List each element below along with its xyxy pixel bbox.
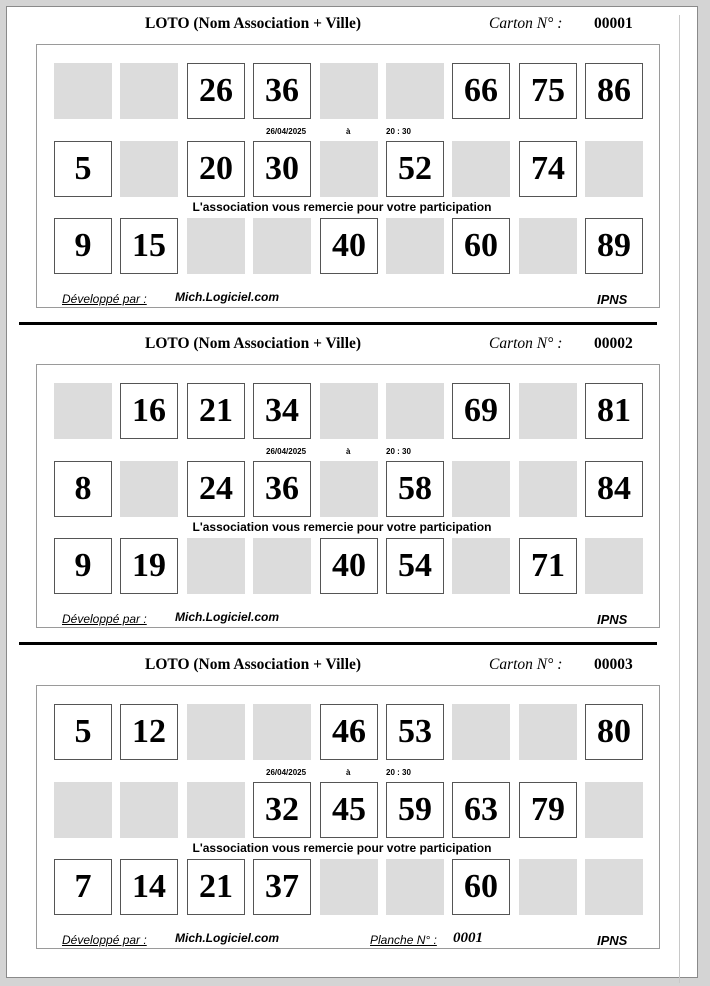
- empty-cell: [452, 141, 510, 197]
- number-cell: 60: [452, 218, 510, 274]
- event-time: 20 : 30: [386, 127, 411, 136]
- number-cell: 8: [54, 461, 112, 517]
- number-cell: 53: [386, 704, 444, 760]
- number-cell: 52: [386, 141, 444, 197]
- number-cell: 58: [386, 461, 444, 517]
- empty-cell: [386, 859, 444, 915]
- number-cell: 75: [519, 63, 577, 119]
- event-date: 26/04/2025: [266, 768, 307, 777]
- number-cell: 26: [187, 63, 245, 119]
- carton-label: Carton N° :: [489, 656, 563, 673]
- number-cell: 30: [253, 141, 311, 197]
- empty-cell: [519, 383, 577, 439]
- number-cell: 7: [54, 859, 112, 915]
- empty-cell: [253, 218, 311, 274]
- empty-cell: [452, 538, 510, 594]
- empty-cell: [519, 859, 577, 915]
- empty-cell: [386, 63, 444, 119]
- thanks-message: L'association vous remercie pour votre participation: [192, 520, 492, 534]
- card-separator-line: [19, 642, 657, 645]
- number-cell: 59: [386, 782, 444, 838]
- empty-cell: [452, 461, 510, 517]
- empty-cell: [320, 63, 378, 119]
- number-cell: 12: [120, 704, 178, 760]
- empty-cell: [585, 859, 643, 915]
- card-title: LOTO (Nom Association + Ville): [145, 656, 362, 673]
- developer-name: Mich.Logiciel.com: [175, 931, 280, 945]
- developer-name: Mich.Logiciel.com: [175, 610, 280, 624]
- number-cell: 5: [54, 141, 112, 197]
- developer-label: Développé par :: [62, 933, 147, 947]
- number-cell: 9: [54, 538, 112, 594]
- empty-cell: [386, 218, 444, 274]
- empty-cell: [320, 141, 378, 197]
- empty-cell: [320, 383, 378, 439]
- empty-cell: [585, 141, 643, 197]
- number-cell: 21: [187, 383, 245, 439]
- empty-cell: [452, 704, 510, 760]
- empty-cell: [120, 141, 178, 197]
- empty-cell: [320, 461, 378, 517]
- empty-cell: [120, 461, 178, 517]
- number-cell: 37: [253, 859, 311, 915]
- number-cell: 80: [585, 704, 643, 760]
- number-cell: 14: [120, 859, 178, 915]
- empty-cell: [187, 704, 245, 760]
- loto-card: [7, 15, 677, 325]
- number-cell: 69: [452, 383, 510, 439]
- card-separator-line: [19, 322, 657, 325]
- empty-cell: [54, 63, 112, 119]
- empty-cell: [585, 538, 643, 594]
- thanks-message: L'association vous remercie pour votre participation: [192, 200, 492, 214]
- empty-cell: [187, 538, 245, 594]
- number-cell: 5: [54, 704, 112, 760]
- empty-cell: [187, 782, 245, 838]
- card-title: LOTO (Nom Association + Ville): [145, 335, 362, 352]
- empty-cell: [120, 63, 178, 119]
- number-cell: 54: [386, 538, 444, 594]
- number-cell: 71: [519, 538, 577, 594]
- number-cell: 40: [320, 218, 378, 274]
- number-cell: 84: [585, 461, 643, 517]
- number-cell: 46: [320, 704, 378, 760]
- ipns-label: IPNS: [597, 612, 628, 627]
- empty-cell: [54, 782, 112, 838]
- date-separator: à: [346, 447, 351, 456]
- number-cell: 45: [320, 782, 378, 838]
- event-date: 26/04/2025: [266, 127, 307, 136]
- developer-label: Développé par :: [62, 292, 147, 306]
- empty-cell: [585, 782, 643, 838]
- developer-name: Mich.Logiciel.com: [175, 290, 280, 304]
- number-cell: 24: [187, 461, 245, 517]
- empty-cell: [253, 538, 311, 594]
- number-cell: 9: [54, 218, 112, 274]
- number-cell: 36: [253, 461, 311, 517]
- carton-label: Carton N° :: [489, 335, 563, 352]
- ipns-label: IPNS: [597, 933, 628, 948]
- number-cell: 66: [452, 63, 510, 119]
- loto-card: [7, 335, 677, 645]
- number-cell: 60: [452, 859, 510, 915]
- empty-cell: [120, 782, 178, 838]
- empty-cell: [519, 218, 577, 274]
- date-separator: à: [346, 127, 351, 136]
- number-cell: 32: [253, 782, 311, 838]
- ipns-label: IPNS: [597, 292, 628, 307]
- loto-card: [7, 656, 677, 966]
- planche-label: Planche N° :: [370, 933, 437, 947]
- developer-label: Développé par :: [62, 612, 147, 626]
- carton-label: Carton N° :: [489, 15, 563, 32]
- number-cell: 36: [253, 63, 311, 119]
- number-cell: 19: [120, 538, 178, 594]
- number-cell: 20: [187, 141, 245, 197]
- empty-cell: [386, 383, 444, 439]
- number-cell: 79: [519, 782, 577, 838]
- carton-number: 00002: [594, 335, 633, 352]
- event-time: 20 : 30: [386, 768, 411, 777]
- number-cell: 63: [452, 782, 510, 838]
- thanks-message: L'association vous remercie pour votre participation: [192, 841, 492, 855]
- empty-cell: [320, 859, 378, 915]
- number-cell: 16: [120, 383, 178, 439]
- date-separator: à: [346, 768, 351, 777]
- document-page: [6, 6, 698, 978]
- number-cell: 34: [253, 383, 311, 439]
- card-title: LOTO (Nom Association + Ville): [145, 15, 362, 32]
- planche-number: 0001: [453, 930, 483, 946]
- event-time: 20 : 30: [386, 447, 411, 456]
- empty-cell: [519, 704, 577, 760]
- number-cell: 86: [585, 63, 643, 119]
- empty-cell: [187, 218, 245, 274]
- carton-number: 00001: [594, 15, 633, 32]
- page-edge-line: [679, 15, 680, 983]
- number-cell: 89: [585, 218, 643, 274]
- empty-cell: [519, 461, 577, 517]
- number-cell: 15: [120, 218, 178, 274]
- empty-cell: [54, 383, 112, 439]
- carton-number: 00003: [594, 656, 633, 673]
- number-cell: 81: [585, 383, 643, 439]
- event-date: 26/04/2025: [266, 447, 307, 456]
- number-cell: 21: [187, 859, 245, 915]
- number-cell: 40: [320, 538, 378, 594]
- number-cell: 74: [519, 141, 577, 197]
- empty-cell: [253, 704, 311, 760]
